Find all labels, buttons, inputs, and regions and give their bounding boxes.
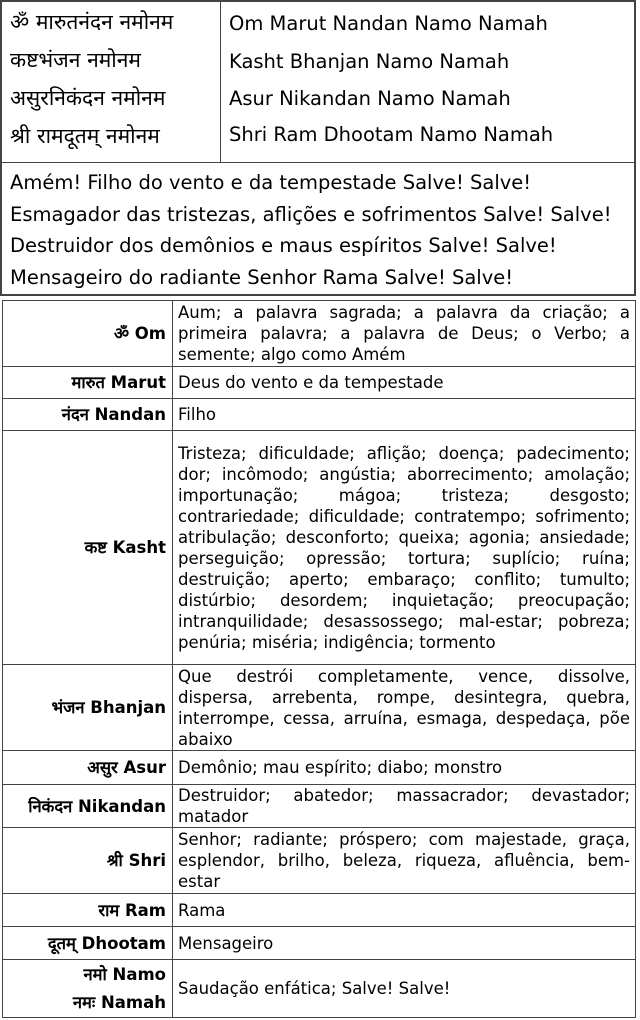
glossary-definition: Aum; a palavra sagrada; a palavra da criação; a primeira palavra; a palavra de Deus; o Verbo; a semente; algo como Amém — [173, 301, 636, 367]
glossary-row — [3, 927, 636, 960]
glossary-table — [2, 300, 636, 1018]
glossary-definition: Saudação enfática; Salve! Salve! — [173, 960, 636, 1018]
mantra-line-devanagari: असुरनिकंदन नमोनम — [10, 86, 166, 110]
glossary-term: दूतम् Dhootam — [3, 927, 173, 960]
glossary-definition: Destruidor; abatedor; massacrador; devastador; matador — [173, 785, 636, 828]
mantra-line-devanagari: कष्टभंजन नमोनम — [10, 48, 141, 72]
mantra-line-devanagari: ॐ मारुतनंदन नमोनम — [10, 10, 174, 34]
glossary-term-line: नमः Namah — [72, 992, 166, 1012]
translation-line: Esmagador das tristezas, aflições e sofrimentos Salve! Salve! — [10, 203, 612, 226]
glossary-definition: Rama — [173, 894, 636, 927]
glossary-row — [3, 301, 636, 367]
glossary-row — [3, 894, 636, 927]
glossary-row — [3, 785, 636, 828]
glossary-definition: Demônio; mau espírito; diabo; monstro — [173, 751, 636, 785]
glossary-row — [3, 960, 636, 1018]
mantra-line-devanagari: श्री रामदूतम् नमोनम — [10, 124, 160, 148]
translation-line: Destruidor dos demônios e maus espíritos Salve! Salve! — [10, 234, 557, 257]
glossary-term: असुर Asur — [3, 751, 173, 785]
glossary-term: मारुत Marut — [3, 367, 173, 399]
translation-line: Amém! Filho do vento e da tempestade Salve! Salve! — [10, 171, 532, 194]
glossary-definition: Deus do vento e da tempestade — [173, 367, 636, 399]
glossary-term: ॐ Om — [3, 301, 173, 367]
glossary-term: भंजन Bhanjan — [3, 665, 173, 751]
mantra-latin-column — [221, 2, 634, 162]
glossary-term: राम Ram — [3, 894, 173, 927]
glossary-term: नंदन Nandan — [3, 399, 173, 431]
mantra-line-latin: Kasht Bhanjan Namo Namah — [229, 50, 510, 73]
mantra-line-latin: Asur Nikandan Namo Namah — [229, 87, 511, 110]
mantra-table — [2, 2, 634, 163]
glossary-term — [3, 960, 173, 1018]
glossary-row — [3, 431, 636, 665]
glossary-definition: Senhor; radiante; próspero; com majestade, graça, esplendor, brilho, beleza, riqueza, afluência, bem-estar — [173, 828, 636, 894]
glossary-term-line: नमो Namo — [83, 964, 166, 984]
mantra-devanagari-column — [2, 2, 221, 162]
translation-line: Mensageiro do radiante Senhor Rama Salve! Salve! — [10, 266, 514, 289]
glossary-term: कष्ट Kasht — [3, 431, 173, 665]
glossary-row — [3, 828, 636, 894]
glossary-row — [3, 751, 636, 785]
glossary-term: श्री Shri — [3, 828, 173, 894]
glossary-row — [3, 399, 636, 431]
glossary-definition: Tristeza; dificuldade; aflição; doença; padecimento; dor; incômodo; angústia; aborrecimento; amolação; importunação; mágoa; tristeza; desgosto; contrariedade; dificuldade; contratempo; sofrimento; atribulação; desconforto; queixa; agonia; ansiedade; perseguição; opressão; tortura; suplício; ruína; destruição; aperto; embaraço; conflito; tumulto; distúrbio; desordem; inquietação; preocupação; intranquilidade; desassossego; mal-estar; pobreza; penúria; miséria; indigência; tormento — [173, 431, 636, 665]
translation-block — [2, 163, 634, 296]
glossary-definition: Mensageiro — [173, 927, 636, 960]
glossary-definition: Que destrói completamente, vence, dissolve, dispersa, arrebenta, rompe, desintegra, quebra, interrompe, cessa, arruína, esmaga, despedaça, põe abaixo — [173, 665, 636, 751]
glossary-row — [3, 665, 636, 751]
glossary-row — [3, 367, 636, 399]
mantra-line-latin: Shri Ram Dhootam Namo Namah — [229, 123, 554, 146]
glossary-term: निकंदन Nikandan — [3, 785, 173, 828]
glossary-definition: Filho — [173, 399, 636, 431]
mantra-box — [0, 0, 636, 296]
mantra-line-latin: Om Marut Nandan Namo Namah — [229, 12, 548, 35]
